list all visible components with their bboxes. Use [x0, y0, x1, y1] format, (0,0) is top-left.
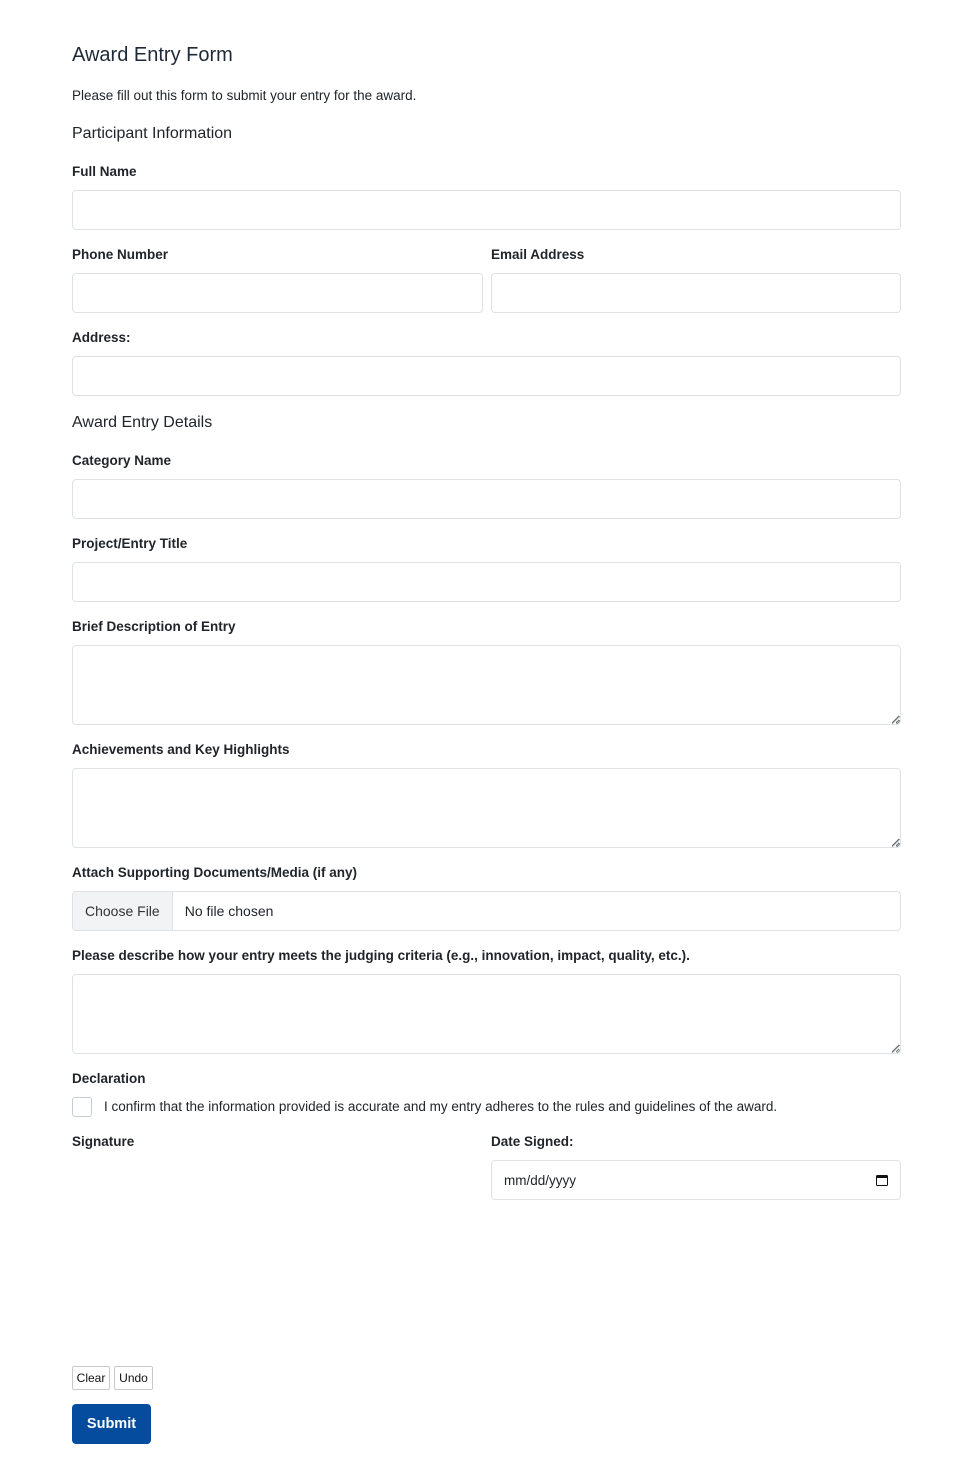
email-address-label: Email Address — [491, 247, 585, 262]
phone-number-label: Phone Number — [72, 247, 169, 262]
choose-file-button[interactable]: Choose File — [73, 892, 173, 930]
date-signed-label: Date Signed: — [491, 1134, 574, 1149]
achievements-textarea-wrap — [72, 768, 901, 848]
achievements-label: Achievements and Key Highlights — [72, 742, 290, 757]
entry-title-label: Project/Entry Title — [72, 536, 188, 551]
phone-number-input[interactable] — [72, 273, 483, 313]
section-participant-title: Participant Information — [72, 125, 233, 142]
calendar-icon[interactable] — [876, 1175, 888, 1186]
description-textarea[interactable] — [72, 645, 901, 725]
full-name-input[interactable] — [72, 190, 901, 230]
entry-title-input[interactable] — [72, 562, 901, 602]
address-label: Address: — [72, 330, 131, 345]
declaration-checkbox[interactable] — [72, 1097, 92, 1117]
achievements-textarea[interactable] — [72, 768, 901, 848]
form-intro: Please fill out this form to submit your entry for the award. — [72, 88, 417, 103]
declaration-title: Declaration — [72, 1071, 146, 1086]
criteria-textarea-wrap — [72, 974, 901, 1054]
section-entry-title: Award Entry Details — [72, 414, 213, 431]
full-name-label: Full Name — [72, 164, 137, 179]
clear-signature-button[interactable]: Clear — [72, 1366, 110, 1390]
page-title: Award Entry Form — [72, 44, 233, 66]
address-input[interactable] — [72, 356, 901, 396]
date-placeholder: mm/dd/yyyy — [504, 1172, 577, 1188]
judging-criteria-textarea[interactable] — [72, 974, 901, 1054]
category-name-input[interactable] — [72, 479, 901, 519]
date-signed-input[interactable] — [491, 1160, 901, 1200]
description-label: Brief Description of Entry — [72, 619, 236, 634]
email-address-input[interactable] — [491, 273, 901, 313]
file-status-text: No file chosen — [184, 903, 274, 919]
judging-criteria-label: Please describe how your entry meets the judging criteria (e.g., innovation, impact, quality, etc.). — [72, 948, 690, 963]
undo-signature-button[interactable]: Undo — [114, 1366, 153, 1390]
attach-documents-label: Attach Supporting Documents/Media (if any) — [72, 865, 358, 880]
category-name-label: Category Name — [72, 453, 172, 468]
declaration-checkbox-label[interactable]: I confirm that the information provided is accurate and my entry adheres to the rules and guidelines of the award. — [104, 1099, 778, 1114]
submit-button[interactable]: Submit — [72, 1404, 151, 1444]
signature-pad[interactable] — [72, 1160, 483, 1356]
signature-label: Signature — [72, 1134, 135, 1149]
file-upload-input[interactable] — [72, 891, 901, 931]
description-textarea-wrap — [72, 645, 901, 725]
